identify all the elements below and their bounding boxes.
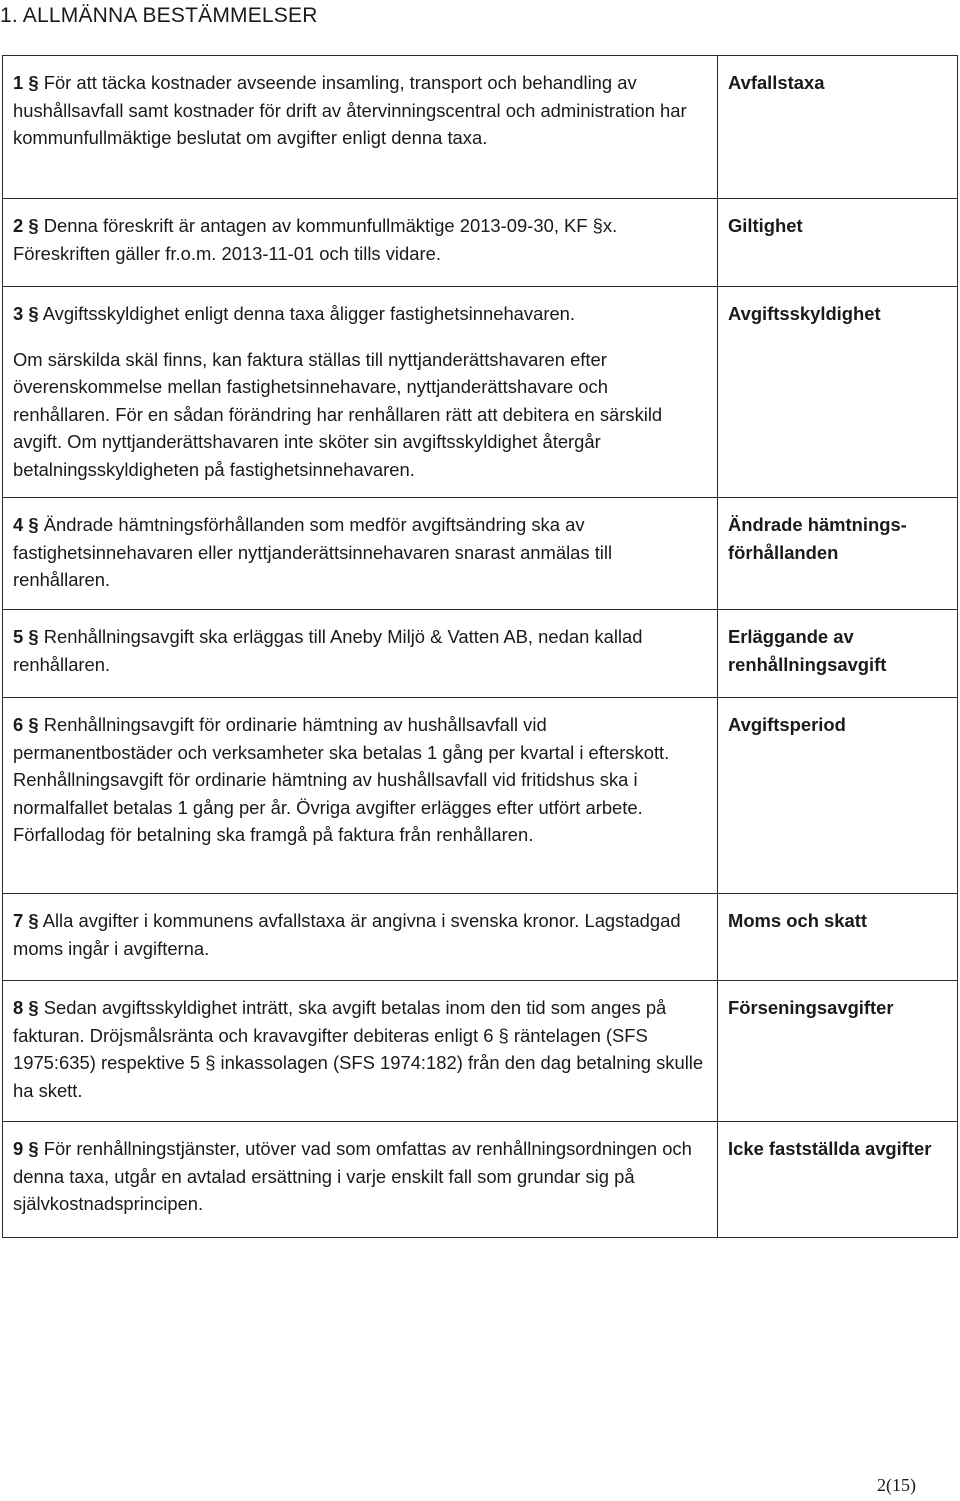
- paragraph-number: 1: [13, 72, 24, 93]
- margin-cell: [718, 498, 958, 610]
- section-symbol: §: [28, 997, 39, 1018]
- paragraph-text: Renhållningsavgift för ordinarie hämtning av hushållsavfall vid permanentbostäder och verksamheter ska betalas 1 gång per kvartal i efterskott. Renhållningsavgift för ordinarie hämtning av hushållsavfall vid fritidshus ska i normalfallet betalas 1 gång per år. Övriga avgifter erlägges efter utfört arbete. Förfallodag för betalning ska framgå på faktura från renhållaren.: [13, 714, 670, 845]
- margin-heading: Avgiftsperiod: [728, 714, 846, 735]
- margin-heading: Avfallstaxa: [728, 72, 825, 93]
- paragraph-cell: [3, 610, 718, 698]
- section-symbol: §: [28, 215, 39, 236]
- paragraph-number: 8: [13, 997, 24, 1018]
- margin-heading: Förseningsavgifter: [728, 997, 894, 1018]
- margin-cell: [718, 1122, 958, 1238]
- paragraph-row-8: [3, 981, 958, 1122]
- margin-cell: [718, 56, 958, 199]
- margin-cell: [718, 610, 958, 698]
- page-number: 2(15): [877, 1475, 916, 1495]
- margin-heading: Giltighet: [728, 215, 803, 236]
- paragraph-cell: [3, 894, 718, 981]
- paragraph-text: Renhållningsavgift ska erläggas till Aneby Miljö & Vatten AB, nedan kallad renhållaren.: [13, 626, 643, 675]
- margin-cell: [718, 698, 958, 894]
- paragraph-cell: [3, 981, 718, 1122]
- paragraph-cell: [3, 199, 718, 287]
- paragraph-cell: [3, 56, 718, 199]
- paragraph-text: Sedan avgiftsskyldighet inträtt, ska avgift betalas inom den tid som anges på fakturan. Dröjsmålsränta och kravavgifter debiteras enligt 6 § räntelagen (SFS 1975:635) respektive 5 § inkassolagen (SFS 1974:182) från den dag betalning skulle ha skett.: [13, 997, 704, 1101]
- margin-cell: [718, 287, 958, 498]
- paragraph-text: Ändrade hämtningsförhållanden som medför avgiftsändring ska av fastighetsinnehavaren eller nyttjanderättsinnehavaren snarast anmälas till renhållaren.: [13, 514, 613, 590]
- paragraph-text: För renhållningstjänster, utöver vad som omfattas av renhållningsordningen och denna taxa, utgår en avtalad ersättning i varje enskilt fall som grundar sig på självkostnadsprincipen.: [13, 1138, 692, 1214]
- section-symbol: §: [28, 714, 39, 735]
- section-symbol: §: [28, 1138, 39, 1159]
- paragraph-number: 7: [13, 910, 24, 931]
- paragraph-number: 4: [13, 514, 24, 535]
- paragraph-row-1: [3, 56, 958, 199]
- paragraph-text: Avgiftsskyldighet enligt denna taxa åligger fastighetsinnehavaren.: [42, 303, 576, 324]
- regulations-table: [2, 55, 958, 1238]
- margin-cell: [718, 981, 958, 1122]
- paragraph-number: 5: [13, 626, 24, 647]
- paragraph-text: Alla avgifter i kommunens avfallstaxa är angivna i svenska kronor. Lagstadgad moms ingår i avgifterna.: [13, 910, 681, 959]
- margin-heading: Avgiftsskyldighet: [728, 303, 881, 324]
- paragraph-row-7: [3, 894, 958, 981]
- margin-cell: [718, 894, 958, 981]
- paragraph-number: 9: [13, 1138, 24, 1159]
- margin-cell: [718, 199, 958, 287]
- paragraph-text-continued: Om särskilda skäl finns, kan faktura ställas till nyttjanderättshavaren efter överenskommelse mellan fastighetsinnehavare, nyttjanderättshavare och renhållaren. För en sådan förändring har renhållaren rätt att debitera en särskild avgift. Om nyttjanderättshavaren inte sköter sin avgiftsskyldighet återgår betalningsskyldigheten på fastighetsinnehavaren.: [13, 348, 663, 480]
- paragraph-text: Denna föreskrift är antagen av kommunfullmäktige 2013-09-30, KF §x. Föreskriften gäller fr.o.m. 2013-11-01 och tills vidare.: [13, 215, 618, 264]
- paragraph-number: 3: [13, 303, 24, 324]
- margin-heading: Ändrade hämtnings-förhållanden: [728, 514, 907, 563]
- paragraph-row-3: [3, 287, 958, 498]
- margin-heading: Erläggande av renhållningsavgift: [728, 626, 887, 675]
- section-symbol: §: [28, 514, 39, 535]
- section-heading: 1. ALLMÄNNA BESTÄMMELSER: [0, 4, 318, 27]
- paragraph-row-2: [3, 199, 958, 287]
- paragraph-number: 6: [13, 714, 24, 735]
- margin-heading: Icke fastställda avgifter: [728, 1138, 932, 1159]
- section-symbol: §: [28, 303, 39, 324]
- paragraph-row-5: [3, 610, 958, 698]
- paragraph-number: 2: [13, 215, 24, 236]
- paragraph-text: För att täcka kostnader avseende insamling, transport och behandling av hushållsavfall samt kostnader för drift av återvinningscentral och administration har kommunfullmäktige beslutat om avgifter enligt denna taxa.: [13, 72, 687, 148]
- section-symbol: §: [28, 910, 39, 931]
- paragraph-row-9: [3, 1122, 958, 1238]
- margin-heading: Moms och skatt: [728, 910, 867, 931]
- paragraph-cell: [3, 498, 718, 610]
- paragraph-cell: [3, 287, 718, 498]
- paragraph-cell: [3, 1122, 718, 1238]
- paragraph-cell: [3, 698, 718, 894]
- paragraph-row-6: [3, 698, 958, 894]
- section-symbol: §: [28, 626, 39, 647]
- paragraph-row-4: [3, 498, 958, 610]
- section-symbol: §: [28, 72, 39, 93]
